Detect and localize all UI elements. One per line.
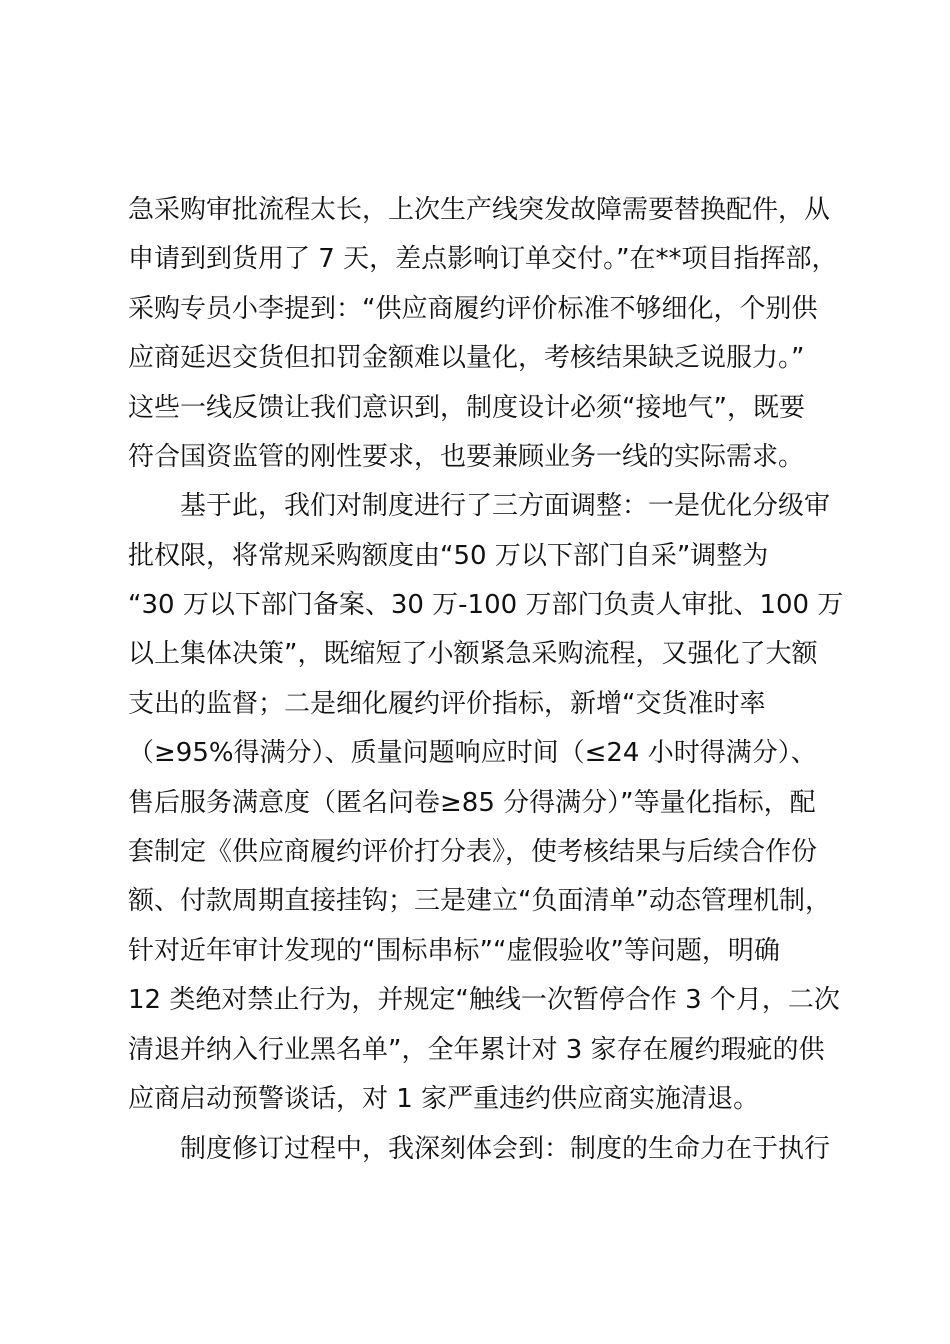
paragraph-first-line: 基于此，我们对制度进行了三方面调整：一是优化分级审 <box>180 491 831 521</box>
text-line: 套制定《供应商履约评价打分表》，使考核结果与后续合作份 <box>128 837 818 867</box>
text-line: 批权限，将常规采购额度由“50 万以下部门自采”调整为 <box>128 541 769 571</box>
text-line: 12 类绝对禁止行为，并规定“触线一次暂停合作 3 个月，二次 <box>128 985 840 1015</box>
text-line: 针对近年审计发现的“围标串标”“虚假验收”等问题，明确 <box>128 936 780 966</box>
text-line: 这些一线反馈让我们意识到，制度设计必须“接地气”，既要 <box>128 393 805 423</box>
text-line: 符合国资监管的刚性要求，也要兼顾业务一线的实际需求。 <box>128 442 805 472</box>
text-line: 支出的监督；二是细化履约评价指标，新增“交货准时率 <box>128 689 766 719</box>
text-line: 应商启动预警谈话，对 1 家严重违约供应商实施清退。 <box>128 1084 760 1114</box>
text-line: 以上集体决策”，既缩短了小额紧急采购流程，又强化了大额 <box>128 639 818 669</box>
text-line: 售后服务满意度（匿名问卷≥85 分得满分）”等量化指标，配 <box>128 788 816 818</box>
text-line: 申请到到货用了 7 天，差点影响订单交付。”在**项目指挥部， <box>128 244 838 274</box>
text-line: 清退并纳入行业黑名单”，全年累计对 3 家存在履约瑕疵的供 <box>128 1035 825 1065</box>
text-line: 应商延迟交货但扣罚金额难以量化，考核结果缺乏说服力。” <box>128 343 805 373</box>
text-line: （≥95%得满分）、质量问题响应时间（≤24 小时得满分）、 <box>128 738 817 768</box>
text-line: 急采购审批流程太长，上次生产线突发故障需要替换配件，从 <box>128 195 831 225</box>
text-line: 采购专员小李提到：“供应商履约评价标准不够细化，个别供 <box>128 294 818 324</box>
paragraph-first-line: 制度修订过程中，我深刻体会到：制度的生命力在于执行 <box>180 1134 831 1164</box>
text-line: “30 万以下部门备案、30 万-100 万部门负责人审批、100 万 <box>128 590 844 620</box>
text-line: 额、付款周期直接挂钩；三是建立“负面清单”动态管理机制， <box>128 886 831 916</box>
